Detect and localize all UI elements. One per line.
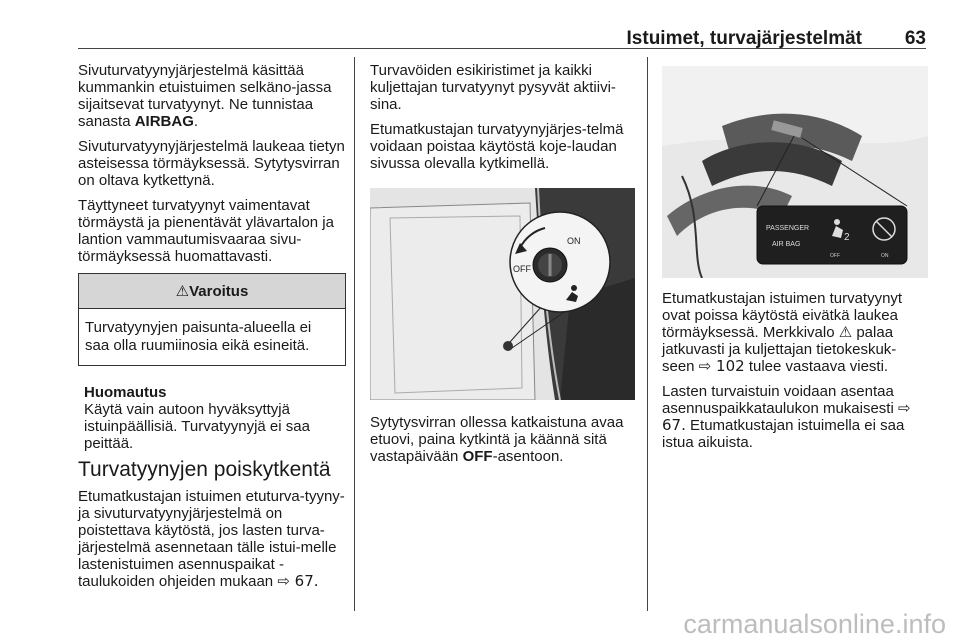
note-text: Käytä vain autoon hyväksyttyjä istuinpäällisiä. Turvatyynyjä ei saa peittää. <box>84 401 310 452</box>
warning-text: Turvatyynyjen paisunta-alueella ei saa olla ruumiinosia eikä esineitä. <box>85 319 312 354</box>
paragraph: Sytytysvirran ollessa katkaistuna avaa etuovi, paina kytkintä ja käännä sitä vastapäivään OFF-asentoon. <box>370 414 624 465</box>
indicator-on-label: ON <box>881 253 889 259</box>
paragraph: Täyttyneet turvatyynyt vaimentavat törmäystä ja pienentävät ylävartalon ja lantion vammautumisvaaraa sivu-törmäyksessä huomattavasti. <box>78 197 334 265</box>
header-rule <box>78 48 926 49</box>
warning-box <box>78 273 346 366</box>
airbag-indicator-figure <box>662 66 928 278</box>
page-number: 63 <box>904 28 926 49</box>
warning-title: Varoitus <box>189 283 249 300</box>
airbag-switch-illustration <box>370 188 635 400</box>
paragraph: Sivuturvatyynyjärjestelmä käsittää kummankin etuistuimen selkäno-jassa sijaitsevat turvatyynyt. Ne tunnistaa sanasta AIRBAG. <box>78 62 332 130</box>
paragraph: Etumatkustajan istuimen etuturva-tyyny- ja sivuturvatyynyjärjestelmä on poistettava käytöstä, jos lasten turva-järjestelmä asennetaan tälle istui-melle lastenistuimen asennuspaikat -taulukoiden ohjeiden mukaan ⇨ 67. <box>78 488 345 590</box>
watermark: carmanualsonline.info <box>683 609 946 639</box>
column-divider <box>647 57 648 611</box>
switch-on-label: ON <box>567 236 581 246</box>
note <box>78 384 346 452</box>
paragraph: Etumatkustajan turvatyynyjärjes-telmä voidaan poistaa käytöstä koje-laudan sivussa olevalla kytkimellä. <box>370 121 624 172</box>
page-reference-link[interactable]: ⇨ 67. <box>277 572 319 590</box>
page-reference-link[interactable]: ⇨ 67. <box>662 399 911 434</box>
warning-icon: ⚠ <box>175 282 190 300</box>
page-header-title: Istuimet, turvajärjestelmät <box>626 28 862 49</box>
column-1 <box>78 62 346 598</box>
paragraph: Sivuturvatyynyjärjestelmä laukeaa tietyn asteisessa törmäyksessä. Sytytysvirran on oltava kytkettynä. <box>78 138 345 189</box>
seat-number: 2 <box>844 232 850 243</box>
paragraph: Lasten turvaistuin voidaan asentaa asennuspaikkataulukon mukaisesti ⇨ 67. Etumatkustajan istuimella ei saa istua aikuista. <box>662 383 911 451</box>
section-heading: Turvatyynyjen poiskytkentä <box>78 458 331 481</box>
airbag-warning-lamp-icon: ⚠ <box>838 323 853 341</box>
airbag-label: AIR BAG <box>772 241 801 248</box>
column-divider <box>354 57 355 611</box>
paragraph: Turvavöiden esikiristimet ja kaikki kuljettajan turvatyynyt pysyvät aktiivi-sina. <box>370 62 616 113</box>
airbag-switch-figure <box>370 188 635 400</box>
column-2 <box>370 62 635 473</box>
passenger-label: PASSENGER <box>766 225 810 232</box>
airbag-indicator-illustration <box>662 66 928 278</box>
indicator-off-label: OFF <box>830 253 840 259</box>
warning-header <box>79 274 345 309</box>
column-3 <box>662 290 928 459</box>
paragraph: Etumatkustajan istuimen turvatyynyt ovat poissa käytöstä eivätkä laukea törmäyksessä. Merkkivalo ⚠ palaa jatkuvasti ja kuljettajan tietokeskuk-seen ⇨ 102 tulee vastaava viesti. <box>662 290 903 375</box>
note-title: Huomautus <box>84 384 167 401</box>
switch-off-label: OFF <box>513 264 531 274</box>
page-reference-link[interactable]: ⇨ 102 <box>698 357 745 375</box>
